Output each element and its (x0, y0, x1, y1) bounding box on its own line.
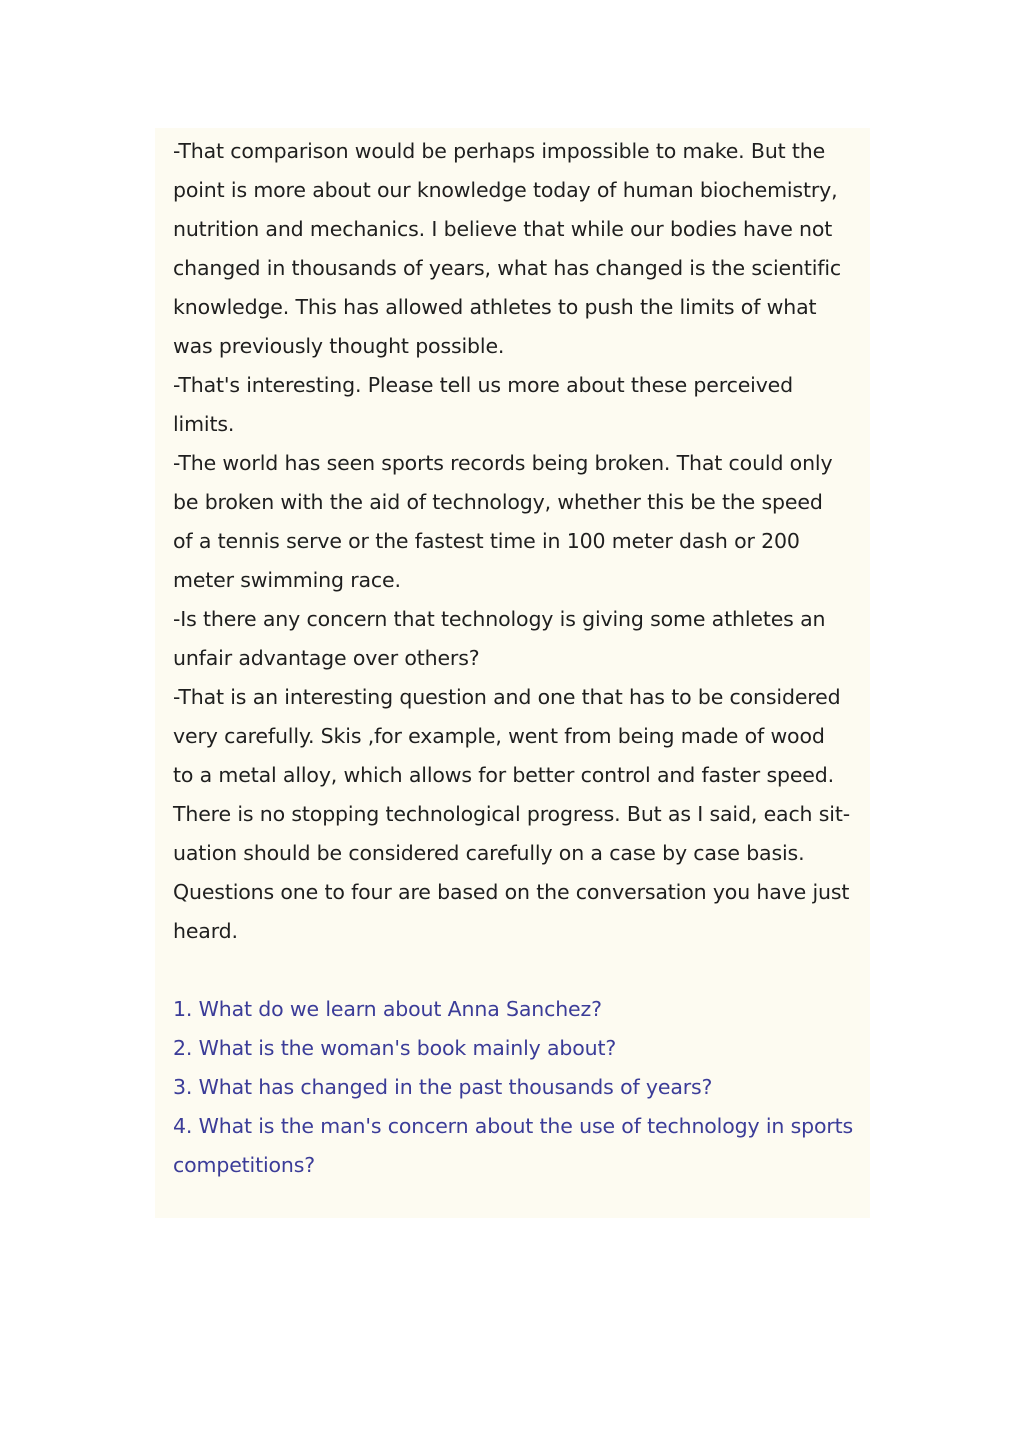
transcript-line: was previously thought possible. (173, 334, 505, 358)
question-item: 4. What is the man's concern about the use of technology in sports (173, 1114, 854, 1138)
transcript-line: meter swimming race. (173, 568, 401, 592)
transcript-line: unfair advantage over others? (173, 646, 480, 670)
transcript-line: changed in thousands of years, what has changed is the scientific (173, 256, 841, 280)
transcript-line: -That's interesting. Please tell us more about these perceived (173, 373, 794, 397)
question-item: 1. What do we learn about Anna Sanchez? (173, 997, 602, 1021)
question-item-continuation: competitions? (173, 1153, 316, 1177)
question-item: 3. What has changed in the past thousands of years? (173, 1075, 713, 1099)
transcript-line: heard. (173, 919, 238, 943)
transcript-line: to a metal alloy, which allows for better control and faster speed. (173, 763, 834, 787)
transcript-line: -The world has seen sports records being broken. That could only (173, 451, 833, 475)
transcript-line: very carefully. Skis ,for example, went from being made of wood (173, 724, 825, 748)
document-card (155, 128, 870, 1218)
transcript-line: -That comparison would be perhaps impossible to make. But the (173, 139, 826, 163)
transcript-line: Questions one to four are based on the conversation you have just (173, 880, 850, 904)
question-item: 2. What is the woman's book mainly about? (173, 1036, 617, 1060)
transcript-line: -Is there any concern that technology is giving some athletes an (173, 607, 826, 631)
transcript-line: uation should be considered carefully on a case by case basis. (173, 841, 805, 865)
transcript-line: knowledge. This has allowed athletes to push the limits of what (173, 295, 817, 319)
transcript-line: limits. (173, 412, 235, 436)
transcript-line: point is more about our knowledge today of human biochemistry, (173, 178, 838, 202)
transcript-line: of a tennis serve or the fastest time in 100 meter dash or 200 (173, 529, 800, 553)
transcript-line: There is no stopping technological progress. But as I said, each sit- (173, 802, 850, 826)
transcript-line: be broken with the aid of technology, whether this be the speed (173, 490, 823, 514)
transcript-line: nutrition and mechanics. I believe that while our bodies have not (173, 217, 833, 241)
transcript-line: -That is an interesting question and one that has to be considered (173, 685, 841, 709)
